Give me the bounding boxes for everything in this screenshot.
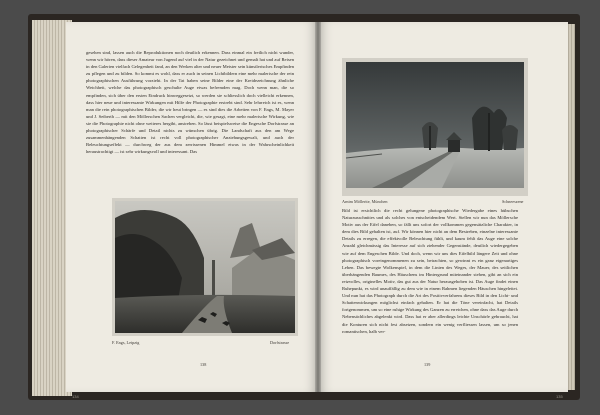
right-plate-title: Schneeszene (502, 199, 524, 204)
left-plate-title: Dorfstrasse (270, 340, 290, 345)
village-street-photo (112, 198, 298, 336)
right-photo-plate (342, 58, 528, 196)
left-plate-credit: F. Engs, Leipzig (112, 340, 140, 345)
right-corner-mark: 135 (556, 394, 563, 399)
left-page-number: 138 (200, 362, 207, 367)
left-paragraph: gesehen sind, lassen auch die Reproduktionen noch deutlich erkennen. Dass einmal ein freilich nicht wunder, wenn wir hören, dass dieser Amateur von Jugend auf viel in der Natur gezeichnet und gemalt hat und auf Reisen in den Galerien vielfach Gelegenheit fand, an den Werken alter und neuer Meister sein künstlerisches Empfinden zu pflegen und zu bilden. So kommt es wohl, dass er auch in seinen Lichtbildern eine mehr malerische der rein photographischen Ausführung vorzieht. In der Tat haben seine Bilder eine der Kreidezeichnung ähnliche Weichheit, welche das photographisch geschulte Auge etwas befremden mag. Doch wenn man, die so empfinden, sich über den ersten Eindruck hinweggesetzt, so werden sie schliesslich doch vielleicht erkennen, dass hier neue und interessante Wirkungen mit Hilfe der Photographie erstrebt sind. Sehr lehrreich ist es, wenn man die rein photographischen Bilder, die wir heut bringen — es sind dies die Arbeiten von F. Engs, M. Mayer und J. Seiberth — mit den Möllerschen Sachen vergleicht, die, wie gesagt, eine mehr malerische Wirkung, wie sie die Photographie nicht ohne weiteres hergibt, anstreben. So lässt beispielsweise die Engesche Dorfstrasse an photographischer Schärfe und Detail nichts zu wünschen übrig. Die Landschaft aus den am Wege zusammenhängenden Schatten ist recht voll photographischer Anziehungsgewalt, und auch der Beleuchtungseffekt — durchweg der aus dem zerrissenen Himmel etwas in der Wahrscheinlichkeit heraustrachtigt — ist sehr wirkungsvoll und interessant. Das (86, 50, 294, 155)
right-plate-credit: Arnim Möllerite, München (342, 199, 388, 204)
left-photo-plate (112, 198, 298, 336)
left-page-body-text (86, 49, 294, 197)
right-paragraph: Bild ist ersichtlich die recht gelungene photographische Wiedergabe eines hübschen Naturausschnittes und als solches von entscheidendem Wert. Stellen wir nun das Möllersche Motiv aus der Eifel daneben, so fällt uns sofort der vollkommen gegensätzliche Charakter, in dem dies Bild gehalten ist, auf. Wir können hier nicht an dem Bestreben, einzelne interessante Details zu erregen, die effektvolle Beleuchtung fühlt, und kaum fehlt das Auge eine solche Anzahl gleichmässig das Interesse auf sich ziehender Gegenstände, deutlich wiedergegeben wie auf dem Engeschen Bilde. Und doch, wenn wir uns dies Eifelbild längere Zeit und ohne photographisch voreingenommenen zu sein, betrachten, so gewinnt es ein ganz eigenartiges Leben. Das bewegte Wolkenspiel, in dem die Linien des Weges, der Mauer, des seitlichen überhängenden Baumes, des Häuschens im Hintergrund miteinander stehen, gibt an sich ein reizvolles, originelles Motiv, das gut aus der Natur herausgehoben ist. Das Auge findet einen Ruhepunkt, es wird unauffällig zu dem wie in einem Rahmen liegenden Häuschen hingeleitet. Und nun hat das Photograph durch die Art des Positivverfahrens dieses Bild in den Licht- und Schattenwirkungen möglichst einfach gehalten. Er hat die Töne vereinfacht, hat Details fortgenommen, um so eine ruhige Wirkung des Ganzen zu erreichen, ohne dass das Auge durch Nebensächliches abgelenkt wird. Dass hat er aber allerdings leichte Unschärfe gebraucht, hat die Konturen sich nicht fest absetzen, sondern ein wenig verfliessen lassen, um so jenen romantischen, halb ver- (342, 208, 518, 334)
right-page-body-text (342, 207, 518, 357)
right-page-number: 139 (424, 362, 431, 367)
snow-scene-photo (342, 58, 528, 196)
book-gutter (315, 22, 321, 392)
left-corner-mark: 134 (72, 394, 79, 399)
